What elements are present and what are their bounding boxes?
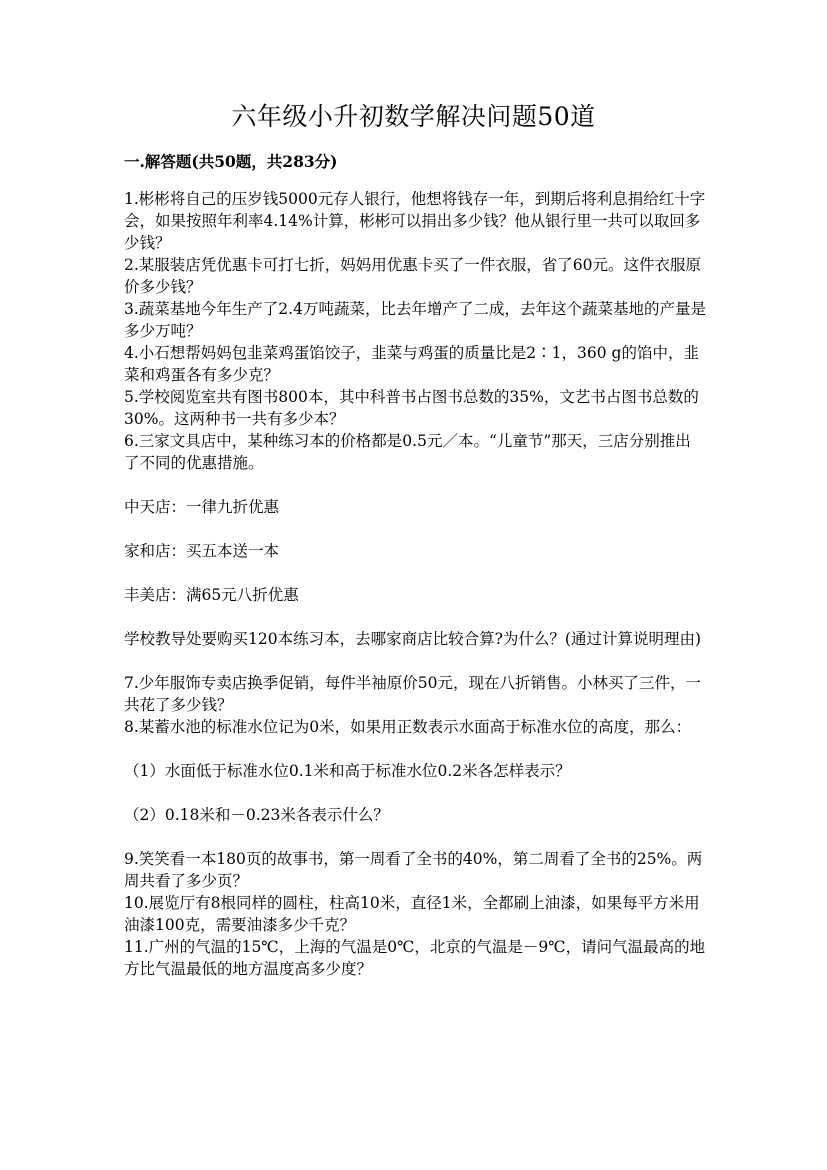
q8-part-1: （1）水面低于标准水位0.1米和高于标准水位0.2米各怎样表示？	[124, 762, 571, 780]
q6-store-jiahe: 家和店：买五本送一本	[124, 542, 280, 560]
q6-task: 学校教导处要购买120本练习本，去哪家商店比较合算?为什么？(通过计算说明理由)	[124, 630, 701, 648]
question-11: 11.广州的气温的15℃，上海的气温是0℃，北京的气温是－9℃，请问气温最高的地方比气温最低的地方温度高多少度？	[124, 938, 706, 978]
question-2: 2.某服装店凭优惠卡可打七折，妈妈用优惠卡买了一件衣服，省了60元。这件衣服原价多少钱？	[124, 256, 702, 296]
questions-content	[124, 188, 706, 980]
page-title: 六年级小升初数学解决问题50道	[231, 102, 596, 131]
section-heading: 一.解答题(共50题，共283分)	[124, 152, 338, 171]
question-5: 5.学校阅览室共有图书800本，其中科普书占图书总数的35%，文艺书占图书总数的30%。这两种书一共有多少本？	[124, 388, 699, 428]
question-6: 6.三家文具店中，某种练习本的价格都是0.5元／本。“儿童节”那天，三店分别推出了不同的优惠措施。	[124, 432, 691, 472]
question-3: 3.蔬菜基地今年生产了2.4万吨蔬菜，比去年增产了二成，去年这个蔬菜基地的产量是多少万吨？	[124, 300, 706, 340]
question-7: 7.少年服饰专卖店换季促销，每件半袖原价50元，现在八折销售。小林买了三件，一共花了多少钱？	[124, 674, 702, 714]
question-9: 9.笑笑看一本180页的故事书，第一周看了全书的40%，第二周看了全书的25%。两周共看了多少页？	[124, 850, 703, 890]
q8-part-2: （2）0.18米和－0.23米各表示什么？	[124, 806, 389, 824]
question-10: 10.展览厅有8根同样的圆柱，柱高10米，直径1米，全都刷上油漆，如果每平方米用油漆100克，需要油漆多少千克？	[124, 894, 700, 934]
question-4: 4.小石想帮妈妈包韭菜鸡蛋馅饺子，韭菜与鸡蛋的质量比是2∶1，360 g的馅中，韭菜和鸡蛋各有多少克？	[124, 344, 699, 384]
question-1: 1.彬彬将自己的压岁钱5000元存人银行，他想将钱存一年，到期后将利息捐给红十字会，如果按照年利率4.14%计算，彬彬可以捐出多少钱？他从银行里一共可以取回多少钱？	[124, 190, 706, 252]
q6-store-zhongtian: 中天店：一律九折优惠	[124, 498, 280, 516]
question-8: 8.某蓄水池的标准水位记为0米，如果用正数表示水面高于标准水位的高度，那么：	[124, 718, 692, 736]
q6-store-fengmei: 丰美店：满65元八折优惠	[124, 586, 299, 604]
